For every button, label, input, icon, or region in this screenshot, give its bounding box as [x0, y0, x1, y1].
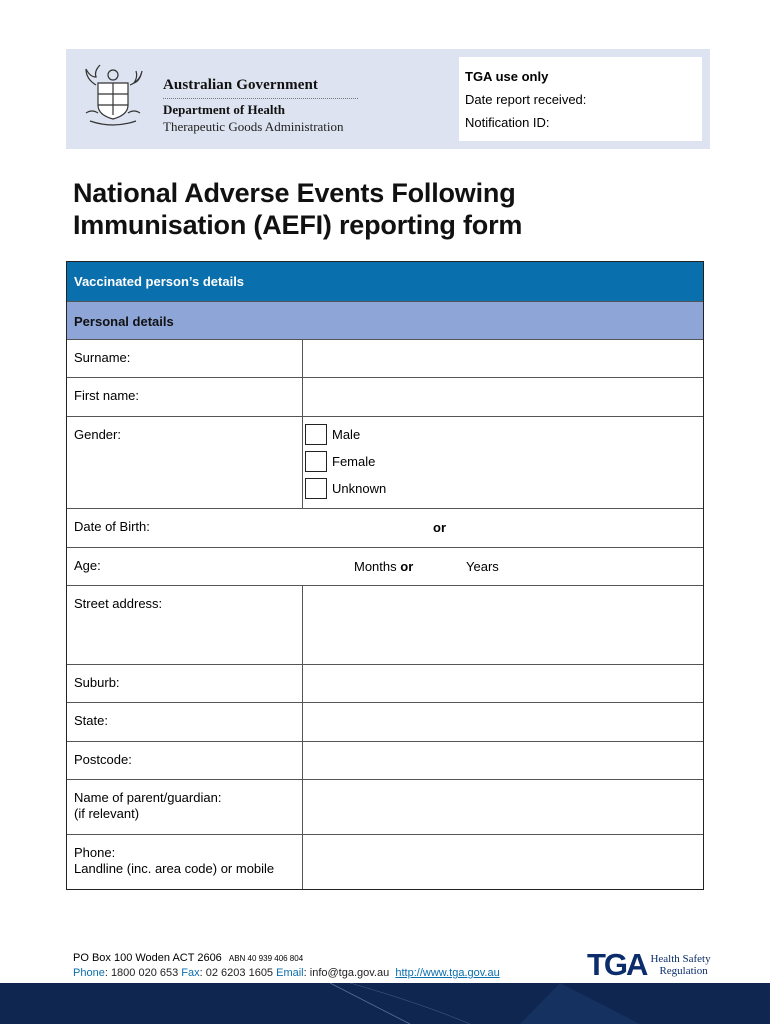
- first-name-field[interactable]: [303, 378, 703, 416]
- agency-name: Therapeutic Goods Administration: [163, 119, 344, 134]
- government-name: Australian Government: [163, 77, 319, 93]
- phone-row: [67, 834, 703, 889]
- phone-key: Phone: [73, 967, 105, 979]
- age-row: [67, 547, 703, 585]
- street-address-label: Street address:: [67, 586, 303, 664]
- suburb-label: Suburb:: [67, 665, 303, 702]
- notification-id-label: Notification ID:: [465, 115, 550, 130]
- age-label: Age:: [74, 558, 101, 573]
- age-field[interactable]: [303, 548, 703, 585]
- tga-logo-line-2: Regulation: [659, 965, 708, 977]
- phone-label-line-1: Phone:: [74, 845, 116, 860]
- surname-row: [67, 339, 703, 377]
- suburb-row: [67, 664, 703, 702]
- guardian-label-line-1: Name of parent/guardian:: [74, 790, 222, 805]
- department-name: Department of Health: [163, 102, 286, 117]
- gender-option-female[interactable]: [305, 451, 375, 472]
- postcode-field[interactable]: [303, 742, 703, 779]
- surname-label: Surname:: [67, 340, 303, 377]
- fax-number: 02 6203 1605: [205, 967, 274, 979]
- tga-logo-subtitle: [650, 953, 710, 977]
- postcode-row: [67, 741, 703, 779]
- tga-logo-line-1: Health Safety: [650, 953, 711, 965]
- date-received-label: Date report received:: [465, 92, 587, 107]
- footer-line-2: Phone: 1800 020 653 Fax: 02 6203 1605 Email: info@tga.gov.au http://www.tga.gov.au: [73, 967, 500, 979]
- abn-text: ABN 40 939 406 804: [228, 954, 304, 963]
- male-label: Male: [332, 427, 361, 442]
- subsection-heading: Personal details: [67, 301, 703, 339]
- age-or-text: or: [400, 559, 414, 574]
- email-link[interactable]: info@tga.gov.au: [309, 967, 390, 979]
- gender-options: [303, 417, 703, 508]
- state-field[interactable]: [303, 703, 703, 741]
- dob-or-text: or: [433, 520, 446, 535]
- tga-use-title: TGA use only: [465, 69, 549, 84]
- months-label: Months: [354, 559, 397, 574]
- page-title: [73, 177, 522, 241]
- state-row: [67, 702, 703, 741]
- personal-details-form: [66, 261, 704, 890]
- tga-use-only-box: [459, 57, 702, 141]
- date-of-birth-field[interactable]: [303, 509, 703, 547]
- tga-logo: [587, 949, 711, 981]
- first-name-label: First name:: [67, 378, 303, 416]
- guardian-field[interactable]: [303, 780, 703, 834]
- footer-band: [0, 983, 770, 1024]
- age-months-text: [354, 559, 413, 574]
- gender-row: [67, 416, 703, 508]
- postcode-label: Postcode:: [67, 742, 303, 779]
- guardian-label: [67, 780, 303, 834]
- title-line-2: Immunisation (AEFI) reporting form: [73, 210, 523, 240]
- title-line-1: National Adverse Events Following: [73, 178, 516, 208]
- header-banner: [66, 49, 710, 149]
- street-address-field[interactable]: [303, 586, 703, 664]
- date-of-birth-row: [67, 508, 703, 547]
- divider: [163, 98, 358, 99]
- phone-field[interactable]: [303, 835, 703, 889]
- footer-line-1: [73, 951, 500, 966]
- guardian-label-line-2: (if relevant): [74, 806, 140, 821]
- phone-label-line-2: Landline (inc. area code) or mobile: [74, 861, 275, 876]
- website-link[interactable]: http://www.tga.gov.au: [395, 967, 500, 979]
- female-label: Female: [332, 454, 376, 469]
- coat-of-arms-icon: [76, 63, 150, 129]
- gender-option-male[interactable]: [305, 424, 360, 445]
- email-key: Email: [276, 967, 304, 979]
- first-name-row: [67, 377, 703, 416]
- section-heading: Vaccinated person’s details: [67, 262, 703, 301]
- female-checkbox[interactable]: [305, 451, 327, 472]
- phone-number: 1800 020 653: [110, 967, 179, 979]
- postal-address: PO Box 100 Woden ACT 2606: [73, 952, 222, 964]
- state-label: State:: [67, 703, 303, 741]
- phone-label: [67, 835, 303, 889]
- gender-option-unknown[interactable]: [305, 478, 386, 499]
- surname-field[interactable]: [303, 340, 703, 377]
- guardian-row: [67, 779, 703, 834]
- street-address-row: [67, 585, 703, 664]
- years-label: Years: [466, 559, 499, 574]
- male-checkbox[interactable]: [305, 424, 327, 445]
- date-of-birth-label: Date of Birth:: [74, 519, 150, 534]
- fax-key: Fax: [181, 967, 200, 979]
- footer-contact: [73, 951, 500, 981]
- government-identity: [163, 77, 358, 135]
- gender-label: Gender:: [67, 417, 303, 508]
- footer-band-decoration: [0, 983, 770, 1024]
- unknown-label: Unknown: [332, 481, 387, 496]
- suburb-field[interactable]: [303, 665, 703, 702]
- unknown-checkbox[interactable]: [305, 478, 327, 499]
- tga-logo-mark: TGA: [587, 947, 647, 982]
